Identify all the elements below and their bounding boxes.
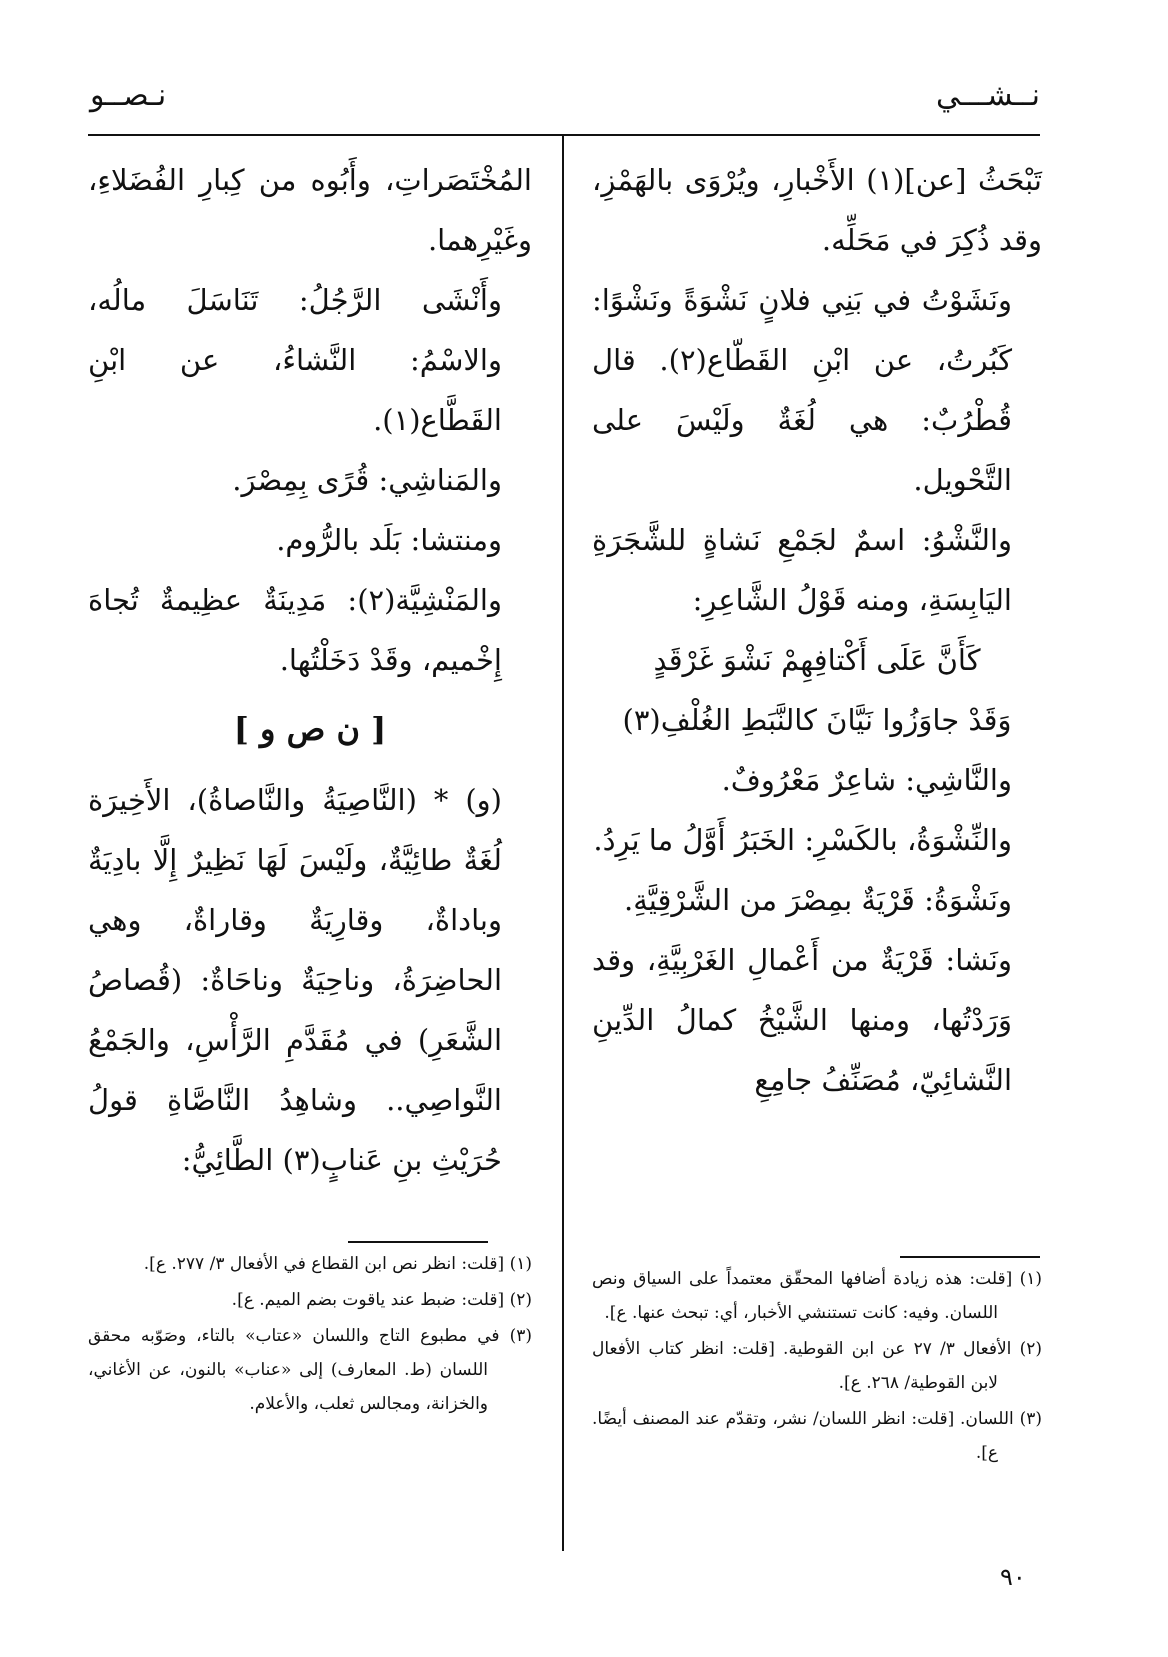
entry-paragraph: ونَشْوَةُ: قَرْيَةٌ بمِصْرَ من الشَّرْقِيَّةِ. [624,883,1012,917]
page-number: ٩٠ [1000,1563,1026,1591]
entry-paragraph: ومنتشا: بَلَد بالرُّوم. [276,523,502,557]
footnote-rule-right [900,1256,1040,1258]
column-divider [562,136,564,1551]
right-footnotes [592,1262,1042,1472]
footnote-rule-left [348,1241,488,1243]
verse-line: وَقَدْ جاوَزُوا نَيَّانَ كالنَّبَطِ الغُلْفِ(٣) [622,703,1012,737]
entry-paragraph: والمَنْشِيَّة(٢): مَدِينَةٌ عظِيمةٌ تُجاهَ إِخْميم، وقَدْ دَخَلْتُها. [88,583,502,677]
entry-paragraph: والنَّشْوُ: اسمٌ لجَمْعِ نَشاةٍ للشَّجَرَةِ اليَابِسَةِ، ومنه قَوْلُ الشَّاعِرِ: [592,523,1012,617]
right-column-body [592,150,1042,1110]
entry-paragraph: والنِّشْوَةُ، بالكَسْرِ: الخَبَرُ أَوَّلُ ما يَرِدُ. [593,823,1012,857]
left-column [88,150,532,1190]
footnote: (٣) في مطبوع التاج واللسان «عتاب» بالتاء، وصَوّبه محقق اللسان (ط. المعارف) إلى «عناب» بالنون، عن الأغاني، والخزانة، ومجالس ثعلب، والأعلام. [88,1326,532,1414]
section-heading: [ ن ص و ] [233,710,387,748]
page-header [0,0,1168,140]
entry-paragraph: وأَنْشَى الرَّجُلُ: تَنَاسَلَ مالُه، والاسْمُ: النَّشاءُ، عن ابْنِ القَطَّاع(١). [88,283,502,437]
right-column [592,150,1042,1110]
entry-paragraph: المُخْتَصَراتِ، وأَبُوه من كِبارِ الفُضَلاءِ، وغَيْرِهما. [88,163,532,257]
header-rule [88,134,1040,136]
running-head-left: نـصــو [90,78,167,113]
footnote: (١) [قلت: انظر نص ابن القطاع في الأفعال ٣/ ٢٧٧. ع]. [143,1254,532,1274]
entry-paragraph: ونَشا: قَرْيَةٌ من أَعْمالِ الغَرْبِيَّةِ، وقد وَرَدْتُها، ومنها الشَّيْخُ كمالُ الدِّينِ النَّشائِيّ، مُصَنِّفُ جامِعِ [592,943,1012,1097]
entry-paragraph: (و) * (النَّاصِيَةُ والنَّاصاةُ)، الأَخِيرَة لُغَةٌ طائِيَّةٌ، ولَيْسَ لَهَا نَظِيرٌ إِلَّا بادِيَةٌ وباداةٌ، وقارِيَةٌ وقاراةٌ، وهي الحاضِرَةُ، وناحِيَةٌ وناحَاةٌ: (قُصاصُ الشَّعَرِ) في مُقَدَّمِ الرَّأْسِ، والجَمْعُ النَّواصِي.. وشاهِدُ النَّاصَّاةِ قولُ حُرَيْثِ بنِ عَنابٍ(٣) الطَّائِيُّ: [88,783,502,1177]
footnote: (٣) اللسان. [قلت: انظر اللسان/ نشر، وتقدّم عند المصنف أيضًا. ع]. [592,1409,1042,1463]
entry-paragraph: ونَشَوْتُ في بَنِي فلانٍ نَشْوَةً ونَشْوًا: كَبُرتُ، عن ابْنِ القَطّاع(٢). قال قُطْرُبٌ: هي لُغَةٌ ولَيْسَ على التَّحْويل. [592,283,1012,497]
left-column-body [88,150,532,1190]
entry-paragraph: والمَناشِي: قُرًى بِمِصْرَ. [232,463,502,497]
footnote: (١) [قلت: هذه زيادة أضافها المحقّق معتمداً على السياق ونص اللسان. وفيه: كانت تستنشي الأخبار، أي: تبحث عنها. ع]. [592,1269,1042,1323]
verse-line: كَأَنَّ عَلَى أَكْتافِهِمْ نَشْوَ غَرْقَدٍ [653,643,981,677]
entry-paragraph: تَبْحَثُ [عن](١) الأَخْبارِ، ويُرْوَى بالهَمْزِ، وقد ذُكِرَ في مَحَلِّه. [592,163,1042,257]
left-footnotes [88,1247,532,1423]
footnote: (٢) [قلت: ضبط عند ياقوت بضم الميم. ع]. [231,1290,532,1310]
footnote: (٢) الأفعال ٣/ ٢٧ عن ابن القوطية. [قلت: انظر كتاب الأفعال لابن القوطية/ ٢٦٨. ع]. [592,1339,1043,1393]
running-head-right: نــشـــي [935,78,1040,113]
entry-paragraph: والنَّاشِي: شاعِرٌ مَعْرُوفٌ. [721,763,1012,797]
